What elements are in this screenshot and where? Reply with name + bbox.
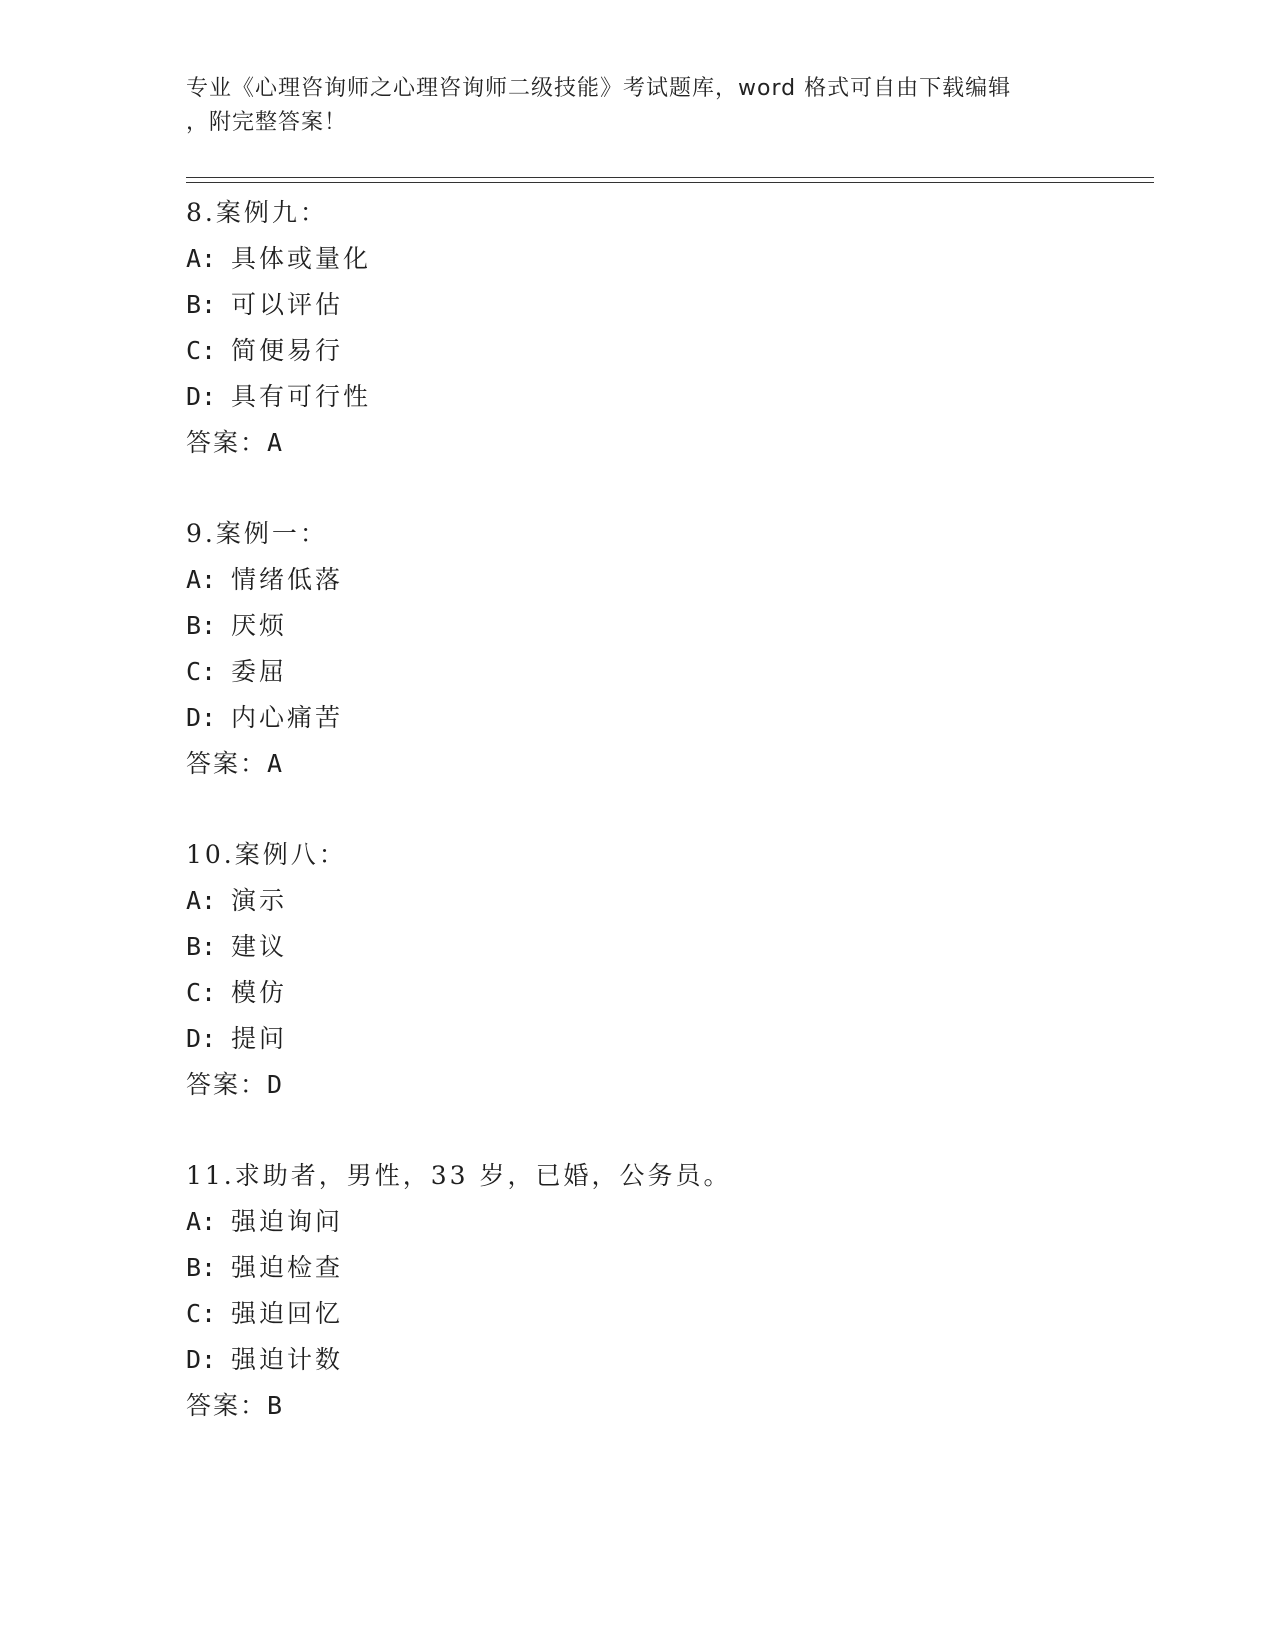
option-text: 强迫回忆 bbox=[231, 1299, 344, 1328]
option-text: 可以评估 bbox=[231, 290, 344, 319]
question-item bbox=[186, 832, 1146, 1108]
option-text: 内心痛苦 bbox=[231, 703, 344, 732]
option-b bbox=[186, 1245, 1146, 1291]
option-text: 强迫计数 bbox=[231, 1345, 344, 1374]
option-letter: B: bbox=[186, 611, 217, 640]
option-text: 强迫检查 bbox=[231, 1253, 344, 1282]
answer-value: A bbox=[267, 749, 283, 778]
header-rule-bottom bbox=[186, 182, 1154, 183]
answer-label: 答案： bbox=[186, 1391, 268, 1420]
option-c bbox=[186, 328, 1146, 374]
option-text: 情绪低落 bbox=[231, 565, 344, 594]
option-text: 具体或量化 bbox=[231, 244, 372, 273]
question-title: 10.案例八： bbox=[186, 840, 347, 869]
question-title: 8.案例九： bbox=[186, 198, 328, 227]
answer-label: 答案： bbox=[186, 428, 268, 457]
option-b bbox=[186, 924, 1146, 970]
option-c bbox=[186, 1291, 1146, 1337]
header-line-2: ，附完整答案！ bbox=[186, 110, 348, 135]
answer-value: B bbox=[267, 1391, 283, 1420]
option-text: 委屈 bbox=[231, 657, 288, 686]
option-a bbox=[186, 236, 1146, 282]
answer-line bbox=[186, 420, 1146, 466]
option-letter: A: bbox=[186, 565, 217, 594]
option-letter: A: bbox=[186, 886, 217, 915]
option-d bbox=[186, 1016, 1146, 1062]
option-letter: C: bbox=[186, 1299, 217, 1328]
document-header bbox=[186, 72, 1066, 140]
option-text: 模仿 bbox=[231, 978, 288, 1007]
option-a bbox=[186, 878, 1146, 924]
option-text: 简便易行 bbox=[231, 336, 344, 365]
option-c bbox=[186, 970, 1146, 1016]
option-text: 厌烦 bbox=[231, 611, 288, 640]
option-d bbox=[186, 374, 1146, 420]
option-d bbox=[186, 1337, 1146, 1383]
option-a bbox=[186, 1199, 1146, 1245]
answer-line bbox=[186, 741, 1146, 787]
option-d bbox=[186, 695, 1146, 741]
question-item bbox=[186, 190, 1146, 466]
option-letter: A: bbox=[186, 244, 217, 273]
question-title: 9.案例一： bbox=[186, 519, 328, 548]
option-text: 具有可行性 bbox=[231, 382, 372, 411]
option-c bbox=[186, 649, 1146, 695]
option-letter: C: bbox=[186, 978, 217, 1007]
answer-value: D bbox=[267, 1070, 283, 1099]
option-text: 提问 bbox=[231, 1024, 288, 1053]
header-rule-top bbox=[186, 177, 1154, 178]
option-letter: D: bbox=[186, 382, 217, 411]
question-item bbox=[186, 511, 1146, 787]
option-letter: B: bbox=[186, 290, 217, 319]
option-letter: D: bbox=[186, 1345, 217, 1374]
option-letter: D: bbox=[186, 1024, 217, 1053]
answer-line bbox=[186, 1062, 1146, 1108]
option-letter: A: bbox=[186, 1207, 217, 1236]
option-text: 强迫询问 bbox=[231, 1207, 344, 1236]
question-list bbox=[186, 190, 1146, 1474]
option-letter: D: bbox=[186, 703, 217, 732]
option-letter: B: bbox=[186, 932, 217, 961]
option-letter: C: bbox=[186, 336, 217, 365]
option-b bbox=[186, 282, 1146, 328]
option-text: 演示 bbox=[231, 886, 288, 915]
question-item bbox=[186, 1153, 1146, 1429]
option-letter: B: bbox=[186, 1253, 217, 1282]
option-a bbox=[186, 557, 1146, 603]
question-title: 11.求助者，男性，33 岁，已婚，公务员。 bbox=[186, 1161, 732, 1190]
option-b bbox=[186, 603, 1146, 649]
option-letter: C: bbox=[186, 657, 217, 686]
answer-label: 答案： bbox=[186, 1070, 268, 1099]
answer-line bbox=[186, 1383, 1146, 1429]
answer-label: 答案： bbox=[186, 749, 268, 778]
answer-value: A bbox=[267, 428, 283, 457]
header-line-1: 专业《心理咨询师之心理咨询师二级技能》考试题库，word 格式可自由下载编辑 bbox=[186, 76, 1012, 101]
option-text: 建议 bbox=[231, 932, 288, 961]
